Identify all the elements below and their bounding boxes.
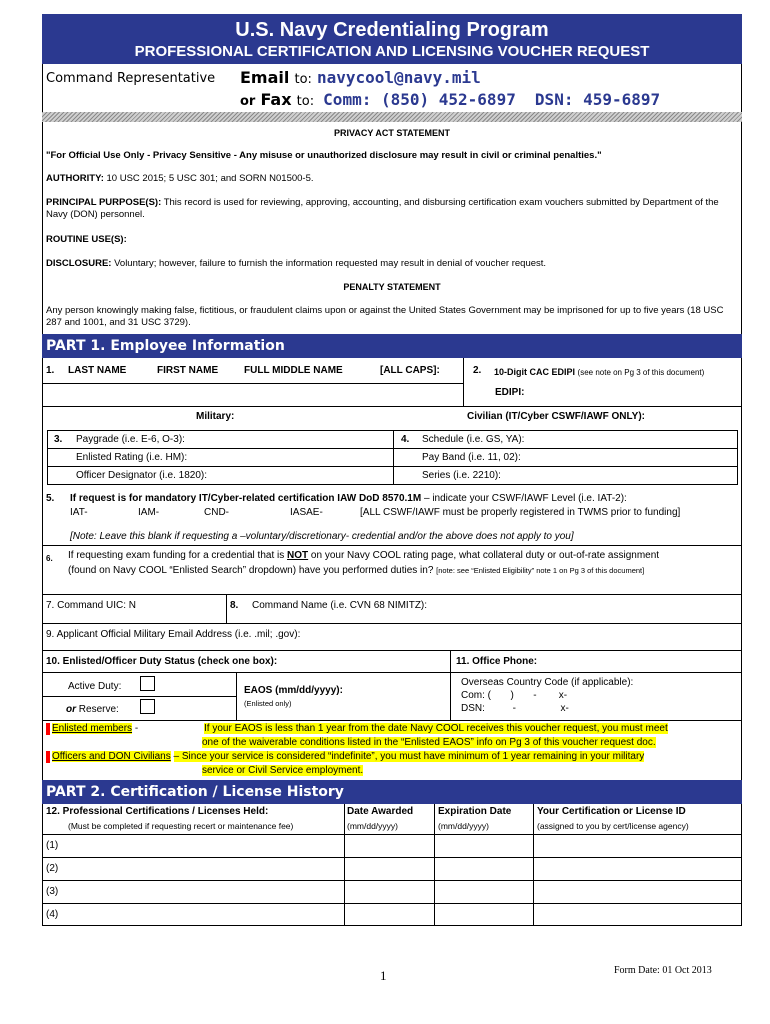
- com-phone-field[interactable]: Com: ( ) - x-: [461, 690, 568, 701]
- officer-note-b: [202, 765, 363, 777]
- to-label-2: to:: [296, 94, 315, 109]
- q5-text: If request is for mandatory IT/Cyber-related certification IAW DoD 8570.1M: [70, 493, 422, 504]
- enlisted-text-a: If your EAOS is less than 1 year from the date Navy COOL receives this voucher request, you must meet: [204, 723, 668, 734]
- q5-note: [Note: Leave this blank if requesting a –voluntary/discretionary- credential and/or the above does not apply to you]: [70, 531, 574, 542]
- divider: [42, 545, 742, 546]
- enlisted-note-a: [204, 723, 668, 735]
- iam-field[interactable]: IAM-: [138, 507, 160, 518]
- dsn-phone-field[interactable]: DSN: - x-: [461, 703, 569, 714]
- edipi-heading: [494, 366, 704, 379]
- penalty-heading: PENALTY STATEMENT: [343, 282, 441, 292]
- license-id-col-note: (assigned to you by cert/license agency): [537, 821, 689, 831]
- divider: [42, 857, 742, 858]
- authority: [46, 173, 314, 185]
- fax-comm: Comm: (850) 452-6897: [323, 90, 516, 109]
- reserve-checkbox[interactable]: [140, 699, 155, 714]
- routine-use: ROUTINE USE(S):: [46, 234, 127, 245]
- fax-dsn: DSN: 459-6897: [534, 90, 661, 109]
- q11-label: 11. Office Phone:: [456, 656, 538, 667]
- enlisted-members-label: Enlisted members: [52, 723, 133, 734]
- eaos-field[interactable]: EAOS (mm/dd/yyyy):: [244, 685, 343, 696]
- divider: [42, 672, 742, 673]
- divider: [42, 720, 742, 721]
- divider: [47, 466, 738, 467]
- divider: [42, 880, 742, 881]
- q6-a: If requesting exam funding for a credential that is: [68, 550, 285, 561]
- civilian-label: Civilian (IT/Cyber CSWF/IAWF ONLY):: [467, 411, 645, 422]
- q6-b: on your Navy COOL rating page, what collateral duty or out-of-rate assignment: [310, 550, 660, 561]
- q6-not: NOT: [287, 550, 309, 561]
- cert-col-header: 12. Professional Certifications / Licenses Held:: [46, 806, 269, 817]
- eaos-note: (Enlisted only): [244, 699, 292, 708]
- email-address[interactable]: navycool@navy.mil: [317, 68, 481, 87]
- awarded-col-header: Date Awarded: [347, 806, 414, 817]
- or-label: or: [66, 704, 76, 715]
- hatch-divider: [42, 112, 742, 122]
- authority-label: AUTHORITY:: [46, 173, 104, 184]
- divider: [393, 430, 394, 485]
- q6-note: [note: see “Enlisted Eligibility” note 1 on Pg 3 of this document]: [436, 566, 645, 575]
- q6-line1: [68, 550, 659, 562]
- form-header: [42, 14, 742, 64]
- q5-num: 5.: [46, 493, 55, 504]
- divider: [236, 672, 237, 720]
- divider: [42, 623, 742, 624]
- q10-label: 10. Enlisted/Officer Duty Status (check one box):: [46, 656, 278, 667]
- officers-label: Officers and DON Civilians: [52, 751, 171, 762]
- military-label: Military:: [196, 411, 235, 422]
- divider: [42, 406, 742, 407]
- q5-rest: – indicate your CSWF/IAWF Level (i.e. IAT-2):: [423, 493, 627, 504]
- divider: [42, 903, 742, 904]
- q6-line2: [68, 565, 644, 577]
- form-title: U.S. Navy Credentialing Program: [235, 19, 549, 41]
- officer-text-b: service or Civil Service employment.: [202, 765, 364, 776]
- paygrade-field[interactable]: Paygrade (i.e. E-6, O-3):: [76, 434, 185, 445]
- red-marker: [46, 751, 50, 763]
- reserve-line: [66, 704, 119, 716]
- enlisted-dash: -: [134, 723, 139, 734]
- cert-row-2[interactable]: (2): [46, 863, 59, 874]
- schedule-field[interactable]: Schedule (i.e. GS, YA):: [422, 434, 525, 445]
- enlisted-text-b: one of the waiverable conditions listed in the “Enlisted EAOS” info on Pg 3 of this voucher request doc.: [202, 737, 656, 748]
- cert-col-note: (Must be completed if requesting recert or maintenance fee): [68, 821, 294, 831]
- email-line: [240, 68, 481, 90]
- edipi-label: 10-Digit CAC EDIPI: [494, 367, 576, 377]
- divider: [47, 448, 738, 449]
- command-uic-field[interactable]: 7. Command UIC: N: [46, 600, 137, 611]
- q6-num: 6.: [46, 554, 53, 563]
- form-date: Form Date: 01 Oct 2013: [614, 965, 712, 976]
- all-caps-label: [ALL CAPS]:: [380, 365, 440, 376]
- official-email-field[interactable]: 9. Applicant Official Military Email Address (i.e. .mil; .gov):: [46, 629, 301, 640]
- principal-purpose: [46, 197, 736, 221]
- license-id-col-header: Your Certification or License ID: [537, 806, 686, 817]
- expiration-col-header: Expiration Date: [438, 806, 512, 817]
- fax-line: [240, 90, 660, 112]
- purpose-label: PRINCIPAL PURPOSE(S):: [46, 197, 162, 208]
- divider: [434, 804, 435, 926]
- purpose-text: This record is used for reviewing, approving, accounting, and disbursing certification exam vouchers submitted by Department of the Navy (DON) personnel.: [46, 197, 719, 220]
- divider: [42, 650, 742, 651]
- awarded-col-note: (mm/dd/yyyy): [347, 821, 398, 831]
- fax-word: Fax: [260, 90, 292, 109]
- command-name-field[interactable]: Command Name (i.e. CVN 68 NIMITZ):: [252, 600, 428, 611]
- part1-heading: PART 1. Employee Information: [42, 334, 742, 358]
- series-field[interactable]: Series (i.e. 2210):: [422, 470, 501, 481]
- overseas-code-field[interactable]: Overseas Country Code (if applicable):: [461, 677, 634, 688]
- edipi-note: (see note on Pg 3 of this document): [577, 368, 705, 377]
- first-name-label: FIRST NAME: [157, 365, 219, 376]
- to-label: to:: [294, 72, 312, 87]
- officer-text-a: – Since your service is considered “indefinite”, you must have minimum of 1 year remaining in your military: [173, 751, 645, 762]
- enlisted-note-b: [202, 737, 656, 749]
- enlisted-note-label: [46, 723, 138, 735]
- payband-field[interactable]: Pay Band (i.e. 11, 02):: [422, 452, 521, 463]
- divider: [533, 804, 534, 926]
- iat-field[interactable]: IAT-: [70, 507, 88, 518]
- divider: [226, 594, 227, 623]
- cnd-field[interactable]: CND-: [204, 507, 229, 518]
- q6-c: (found on Navy COOL “Enlisted Search” dropdown) have you performed duties in?: [68, 565, 434, 576]
- command-rep-label: Command Representative: [46, 71, 216, 86]
- part2-heading: PART 2. Certification / License History: [42, 780, 742, 804]
- divider: [42, 696, 236, 697]
- officer-note-a: [46, 751, 644, 763]
- middle-name-label: FULL MIDDLE NAME: [244, 365, 343, 376]
- q4-num: 4.: [401, 434, 410, 445]
- form-subtitle: PROFESSIONAL CERTIFICATION AND LICENSING VOUCHER REQUEST: [134, 43, 650, 60]
- q2-num: 2.: [473, 365, 482, 376]
- last-name-label: LAST NAME: [68, 365, 127, 376]
- active-duty-label: Active Duty:: [68, 681, 122, 692]
- authority-text: 10 USC 2015; 5 USC 301; and SORN N01500-5.: [106, 173, 314, 184]
- q1-num: 1.: [46, 365, 55, 376]
- disclosure-text: Voluntary; however, failure to furnish the information requested may result in denial of voucher request.: [114, 258, 547, 269]
- q3-num: 3.: [54, 434, 63, 445]
- divider: [450, 650, 451, 720]
- expiration-col-note: (mm/dd/yyyy): [438, 821, 489, 831]
- rating-field[interactable]: Enlisted Rating (i.e. HM):: [76, 452, 188, 463]
- cert-row-1[interactable]: (1): [46, 840, 59, 851]
- q5-question: [70, 493, 627, 505]
- penalty-text: Any person knowingly making false, fictitious, or fraudulent claims upon or against the United States Government may be imprisoned for up to five years (18 USC 287 and 1001, and 31 USC 3729).: [46, 305, 724, 328]
- disclosure-label: DISCLOSURE:: [46, 258, 112, 269]
- divider: [42, 383, 463, 384]
- divider: [42, 834, 742, 835]
- or-label: or: [240, 94, 256, 109]
- fouo-statement: "For Official Use Only - Privacy Sensitive - Any misuse or unauthorized disclosure may result in civil or criminal penalties.": [46, 150, 602, 161]
- cert-row-4[interactable]: (4): [46, 909, 59, 920]
- active-duty-checkbox[interactable]: [140, 676, 155, 691]
- email-word: Email: [240, 68, 290, 87]
- page-number: 1: [380, 968, 387, 983]
- iat-note: [ALL CSWF/IAWF must be properly registered in TWMS prior to funding]: [360, 507, 681, 518]
- edipi-field[interactable]: EDIPI:: [495, 387, 525, 398]
- iasae-field[interactable]: IASAE-: [290, 507, 323, 518]
- divider: [463, 358, 464, 407]
- reserve-label: Reserve:: [78, 704, 119, 715]
- divider: [42, 594, 742, 595]
- designator-field[interactable]: Officer Designator (i.e. 1820):: [76, 470, 207, 481]
- privacy-heading: PRIVACY ACT STATEMENT: [333, 128, 450, 138]
- disclosure: [46, 258, 546, 270]
- red-marker: [46, 723, 50, 735]
- divider: [344, 804, 345, 926]
- cert-row-3[interactable]: (3): [46, 886, 59, 897]
- q8-num: 8.: [230, 600, 239, 611]
